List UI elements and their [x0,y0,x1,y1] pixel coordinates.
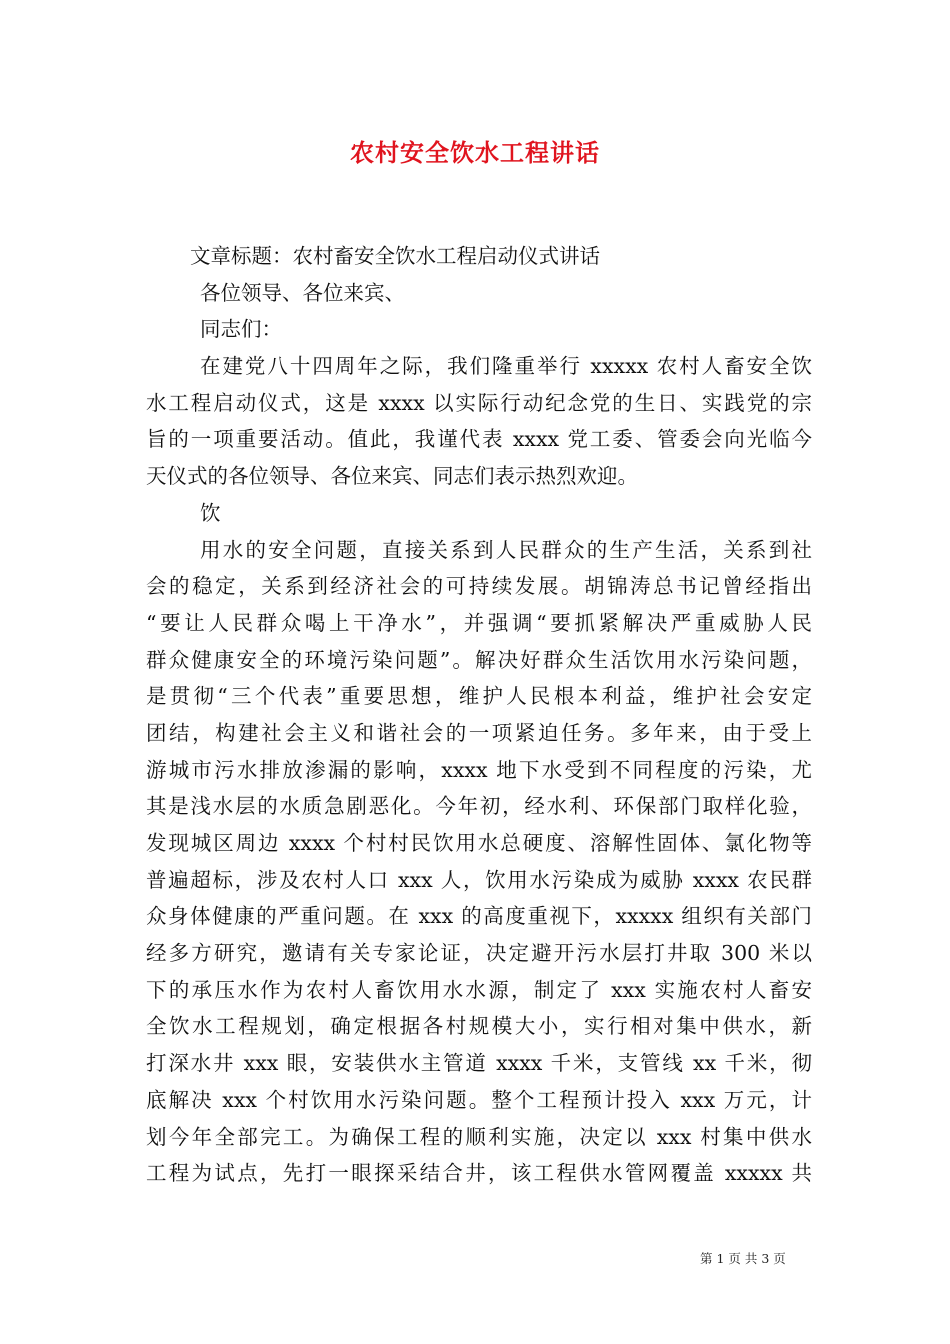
text-line: 底解决 xxx 个村饮用水污染问题。整个工程预计投入 xxx 万元，计 [146,1087,812,1112]
text-line: 旨的一项重要活动。值此，我谨代表 xxxx 党工委、管委会向光临今 [146,427,812,452]
text-line: 团结，构建社会主义和谐社会的一项紧迫任务。多年来，由于受上 [146,720,812,745]
text-line: 全饮水工程规划，确定根据各村规模大小，实行相对集中供水，新 [146,1014,812,1039]
text-line: 文章标题：农村畜安全饮水工程启动仪式讲话 [190,244,600,268]
text-line: 发现城区周边 xxxx 个村村民饮用水总硬度、溶解性固体、氯化物等 [146,831,812,855]
text-line: 下的承压水作为农村人畜饮用水水源，制定了 xxx 实施农村人畜安 [146,977,812,1002]
text-line: 众身体健康的严重问题。在 xxx 的高度重视下，xxxxx 组织有关部门 [146,904,812,929]
document-body [146,238,812,1192]
text-line: 同志们： [200,317,282,342]
text-line: 天仪式的各位领导、各位来宾、同志们表示热烈欢迎。 [146,464,638,489]
text-line: 普遍超标，涉及农村人口 xxx 人，饮用水污染成为威胁 xxxx 农民群 [146,867,812,892]
text-line: 划今年全部完工。为确保工程的顺利实施，决定以 xxx 村集中供水 [146,1124,812,1149]
text-line: 经多方研究，邀请有关专家论证，决定避开污水层打井取 300 米以 [146,941,812,966]
text-line: 打深水井 xxx 眼，安装供水主管道 xxxx 千米，支管线 xx 千米，彻 [146,1051,812,1076]
text-line: 饮 [200,500,221,525]
text-line: 在建党八十四周年之际，我们隆重举行 xxxxx 农村人畜安全饮 [200,354,812,379]
text-line: 水工程启动仪式，这是 xxxx 以实际行动纪念党的生日、实践党的宗 [146,390,812,415]
text-line: 用水的安全问题，直接关系到人民群众的生产生活，关系到社 [200,537,812,562]
text-line: 各位领导、各位来宾、 [200,280,405,305]
text-line: 是贯彻“三个代表”重要思想，维护人民根本利益，维护社会安定 [146,684,812,709]
document-title: 农村安全饮水工程讲话 [350,138,600,167]
text-line: 工程为试点，先打一眼探采结合井，该工程供水管网覆盖 xxxxx 共 [146,1161,812,1186]
text-line: 群众健康安全的环境污染问题”。解决好群众生活饮用水污染问题， [146,647,812,672]
text-line: 游城市污水排放渗漏的影响，xxxx 地下水受到不同程度的污染，尤 [146,757,812,782]
page-number: 第 1 页 共 3 页 [700,1251,786,1266]
text-line: 其是浅水层的水质急剧恶化。今年初，经水利、环保部门取样化验， [146,794,812,819]
text-line: 会的稳定，关系到经济社会的可持续发展。胡锦涛总书记曾经指出 [146,574,812,599]
text-line: “要让人民群众喝上干净水”，并强调“要抓紧解决严重威胁人民 [146,610,812,635]
